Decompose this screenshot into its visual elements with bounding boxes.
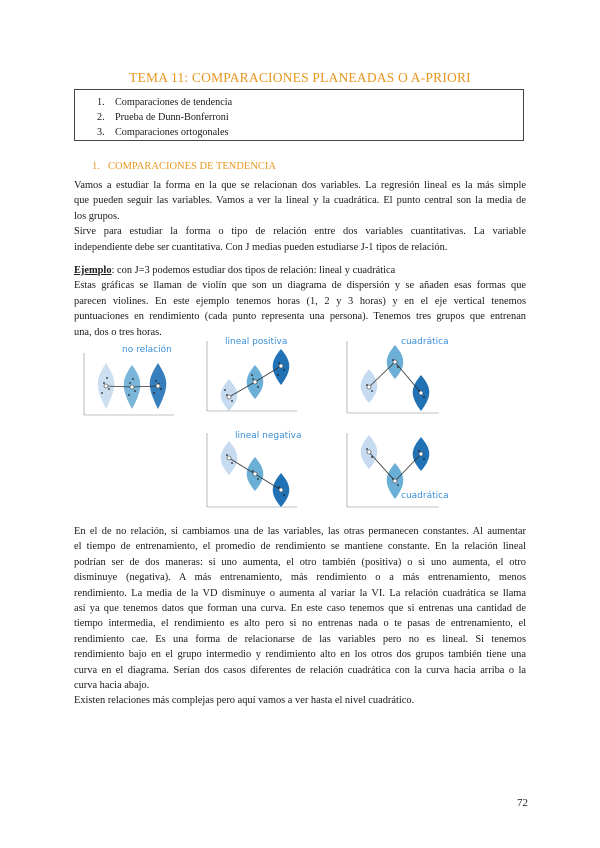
explanation-paragraph: En el de no relación, si cambiamos una de las variables, las otras permanecen constantes. Al aumentar el tiempo de entrenamiento, el promedio de rendimiento se mantiene constante. En la relación lineal podrían ser de dos maneras: si uno aumenta, el otro también (positiva) o si uno aumenta, el otro disminuye (negativa). A más entrenamiento, más rendimiento o a más entrenamiento, menos rendimiento. La media de la VD disminuye o aumenta al variar la VI. La relación cuadrática se llama así ya que tenemos datos que forman una curva. En este caso tenemos que si entrenas una cantidad de tiempo intermedia, el rendimiento es alto pero si no entrenas nada o te pasas de entrenamiento, el rendimiento cae. Es una forma de relacionarse de las variables pero no es lineal. Si tenemos rendimiento bajo en el grupo intermedio y rendimiento alto en los otros dos grupos también tiene una curva en el diagrama. Serían dos casos diferentes de relación cuadrática con la curva hacia arriba o la curva hacia abajo. Existen relaciones más complejas pero aquí vamos a ver hasta el nivel cuadrático. [74,526,526,707]
label-lineal-negativa: lineal negativa [235,431,302,441]
violin-svg [74,343,186,429]
violin-plot-cuadratica-top [339,335,451,421]
label-cuadratica-bottom: cuadrática [401,491,449,501]
label-no-relacion: no relación [122,345,172,355]
violin-plot-lineal-negativa [199,427,309,513]
violin-figures [74,335,526,515]
violin-plot-no-relacion [74,343,186,429]
page-number: 72 [517,797,528,809]
example-label: Ejemplo [74,265,112,276]
table-of-contents [74,89,524,141]
label-cuadratica-top: cuadrática [401,337,449,347]
violin-plot-cuadratica-bottom [339,427,451,513]
example-paragraph: Ejemplo: con J=3 podemos estudiar dos tipos de relación: lineal y cuadrática Estas gráficas se llaman de violín que son un diagrama de dispersión y se añaden esas formas que parecen violines. En este ejemplo tenemos horas (1, 2 y 3 horas) y en el eje vertical tenemos puntuaciones en rendimiento (cada punto representa una persona). Tenemos tres grupos que entrenan una, dos o tres horas. [74,265,526,338]
label-lineal-positiva: lineal positiva [225,337,288,347]
toc-item: 3. Comparaciones ortogonales [97,127,229,138]
toc-item: 2. Prueba de Dunn-Bonferroni [97,112,229,123]
toc-item: 1. Comparaciones de tendencia [97,97,233,108]
section-heading: 1. COMPARACIONES DE TENDENCIA [92,161,277,172]
violin-svg [339,335,451,421]
violin-plot-lineal-positiva [199,335,309,419]
page-title: TEMA 11: COMPARACIONES PLANEADAS O A-PRIORI [129,70,471,85]
violin-svg [199,335,309,419]
intro-paragraph: Vamos a estudiar la forma en la que se relacionan dos variables. La regresión lineal es la más simple que pueden seguir las variables. Vamos a ver la lineal y la cuadrática. El punto central son la media de los grupos. Sirve para estudiar la forma o tipo de relación entre dos variables cuantitativas. La variable independiente debe ser cuantitativa. Con J medias pueden estudiarse J-1 tipos de relación. [74,180,526,253]
